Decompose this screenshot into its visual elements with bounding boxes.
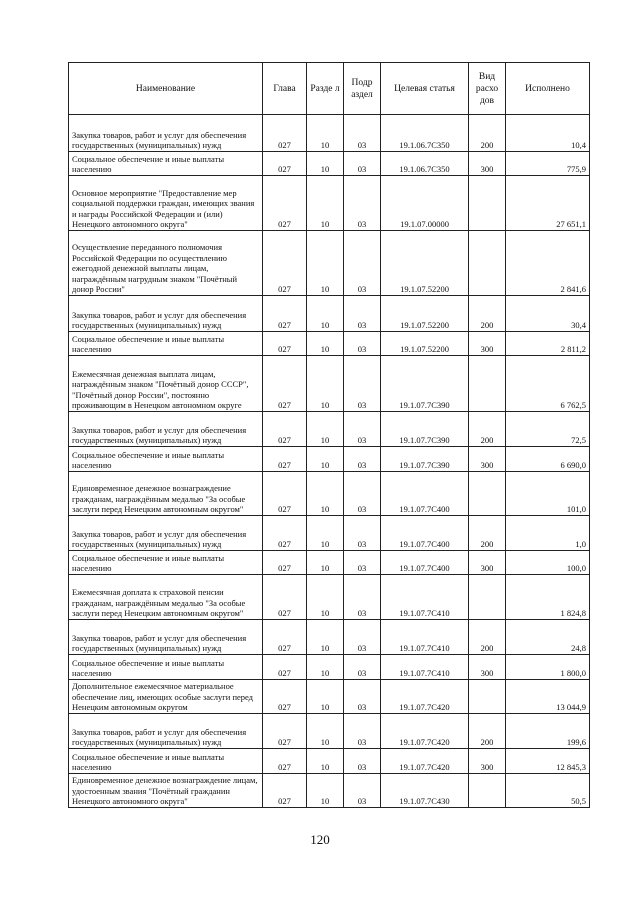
cell-chapter: 027 bbox=[263, 115, 307, 152]
cell-target-article: 19.1.06.7С350 bbox=[381, 115, 469, 152]
cell-target-article: 19.1.07.7С430 bbox=[381, 774, 469, 808]
cell-section: 10 bbox=[307, 176, 344, 231]
cell-subsection: 03 bbox=[344, 516, 381, 551]
cell-subsection: 03 bbox=[344, 296, 381, 332]
cell-subsection: 03 bbox=[344, 231, 381, 296]
cell-executed: 12 845,3 bbox=[506, 749, 590, 774]
cell-executed: 1,0 bbox=[506, 516, 590, 551]
cell-executed: 13 044,9 bbox=[506, 680, 590, 714]
cell-name: Социальное обеспечение и иные выплаты населению bbox=[69, 551, 263, 575]
cell-name: Ежемесячная денежная выплата лицам, награждённым знаком "Почётный донор СССР", "Почётный донор России", постоянно проживающим в Ненецком автономном округе bbox=[69, 356, 263, 412]
cell-executed: 50,5 bbox=[506, 774, 590, 808]
cell-chapter: 027 bbox=[263, 412, 307, 447]
table-row bbox=[69, 332, 590, 356]
cell-section: 10 bbox=[307, 472, 344, 516]
cell-subsection: 03 bbox=[344, 575, 381, 620]
cell-expense-type bbox=[469, 774, 506, 808]
cell-section: 10 bbox=[307, 447, 344, 472]
cell-executed: 10,4 bbox=[506, 115, 590, 152]
cell-name: Социальное обеспечение и иные выплаты населению bbox=[69, 447, 263, 472]
table-row bbox=[69, 680, 590, 714]
cell-section: 10 bbox=[307, 620, 344, 655]
cell-chapter: 027 bbox=[263, 749, 307, 774]
cell-target-article: 19.1.07.7С390 bbox=[381, 447, 469, 472]
cell-executed: 1 800,0 bbox=[506, 655, 590, 680]
cell-subsection: 03 bbox=[344, 655, 381, 680]
cell-name: Единовременное денежное вознаграждение гражданам, награждённым медалью "За особые заслуги перед Ненецким автономным округом" bbox=[69, 472, 263, 516]
table-row bbox=[69, 655, 590, 680]
cell-expense-type bbox=[469, 575, 506, 620]
cell-executed: 72,5 bbox=[506, 412, 590, 447]
table-row bbox=[69, 356, 590, 412]
cell-expense-type: 300 bbox=[469, 749, 506, 774]
cell-executed: 30,4 bbox=[506, 296, 590, 332]
table-row bbox=[69, 620, 590, 655]
cell-name: Ежемесячная доплата к страховой пенсии гражданам, награждённым медалью "За особые заслуги перед Ненецким автономным округом" bbox=[69, 575, 263, 620]
cell-name: Закупка товаров, работ и услуг для обеспечения государственных (муниципальных) нужд bbox=[69, 714, 263, 749]
cell-target-article: 19.1.07.7С420 bbox=[381, 714, 469, 749]
cell-expense-type bbox=[469, 472, 506, 516]
cell-executed: 1 824,8 bbox=[506, 575, 590, 620]
cell-section: 10 bbox=[307, 296, 344, 332]
table-row bbox=[69, 447, 590, 472]
cell-name: Закупка товаров, работ и услуг для обеспечения государственных (муниципальных) нужд bbox=[69, 516, 263, 551]
cell-chapter: 027 bbox=[263, 447, 307, 472]
cell-section: 10 bbox=[307, 152, 344, 176]
cell-chapter: 027 bbox=[263, 655, 307, 680]
cell-subsection: 03 bbox=[344, 680, 381, 714]
cell-target-article: 19.1.07.7С410 bbox=[381, 620, 469, 655]
cell-subsection: 03 bbox=[344, 620, 381, 655]
cell-executed: 775,9 bbox=[506, 152, 590, 176]
cell-name: Единовременное денежное вознаграждение лицам, удостоенным звания "Почётный гражданин Ненецкого автономного округа" bbox=[69, 774, 263, 808]
cell-chapter: 027 bbox=[263, 296, 307, 332]
cell-name: Социальное обеспечение и иные выплаты населению bbox=[69, 749, 263, 774]
cell-chapter: 027 bbox=[263, 620, 307, 655]
header-section: Разде л bbox=[307, 63, 344, 115]
cell-section: 10 bbox=[307, 774, 344, 808]
cell-subsection: 03 bbox=[344, 447, 381, 472]
cell-name: Закупка товаров, работ и услуг для обеспечения государственных (муниципальных) нужд bbox=[69, 620, 263, 655]
table-row bbox=[69, 152, 590, 176]
cell-target-article: 19.1.07.7С400 bbox=[381, 551, 469, 575]
cell-subsection: 03 bbox=[344, 115, 381, 152]
cell-subsection: 03 bbox=[344, 714, 381, 749]
table-row bbox=[69, 472, 590, 516]
cell-section: 10 bbox=[307, 356, 344, 412]
cell-chapter: 027 bbox=[263, 551, 307, 575]
cell-executed: 2 811,2 bbox=[506, 332, 590, 356]
cell-target-article: 19.1.07.7С390 bbox=[381, 412, 469, 447]
cell-target-article: 19.1.07.52200 bbox=[381, 231, 469, 296]
cell-subsection: 03 bbox=[344, 176, 381, 231]
cell-target-article: 19.1.07.7С410 bbox=[381, 575, 469, 620]
cell-target-article: 19.1.07.7С400 bbox=[381, 472, 469, 516]
table-row bbox=[69, 115, 590, 152]
cell-expense-type: 300 bbox=[469, 332, 506, 356]
cell-subsection: 03 bbox=[344, 332, 381, 356]
table-row bbox=[69, 231, 590, 296]
cell-chapter: 027 bbox=[263, 680, 307, 714]
cell-expense-type bbox=[469, 356, 506, 412]
cell-chapter: 027 bbox=[263, 231, 307, 296]
cell-chapter: 027 bbox=[263, 176, 307, 231]
cell-target-article: 19.1.07.7С390 bbox=[381, 356, 469, 412]
cell-name: Социальное обеспечение и иные выплаты населению bbox=[69, 152, 263, 176]
cell-executed: 24,8 bbox=[506, 620, 590, 655]
table-row bbox=[69, 412, 590, 447]
cell-expense-type bbox=[469, 680, 506, 714]
cell-chapter: 027 bbox=[263, 472, 307, 516]
cell-expense-type: 200 bbox=[469, 296, 506, 332]
cell-section: 10 bbox=[307, 332, 344, 356]
cell-name: Закупка товаров, работ и услуг для обеспечения государственных (муниципальных) нужд bbox=[69, 412, 263, 447]
cell-section: 10 bbox=[307, 115, 344, 152]
header-subsection: Подр аздел bbox=[344, 63, 381, 115]
cell-expense-type: 200 bbox=[469, 115, 506, 152]
cell-section: 10 bbox=[307, 680, 344, 714]
cell-expense-type: 300 bbox=[469, 655, 506, 680]
header-name: Наименование bbox=[69, 63, 263, 115]
cell-section: 10 bbox=[307, 575, 344, 620]
cell-chapter: 027 bbox=[263, 332, 307, 356]
table-row bbox=[69, 774, 590, 808]
table-header-row bbox=[69, 63, 590, 115]
table-row bbox=[69, 575, 590, 620]
cell-section: 10 bbox=[307, 412, 344, 447]
cell-chapter: 027 bbox=[263, 152, 307, 176]
table-row bbox=[69, 176, 590, 231]
cell-target-article: 19.1.07.7С420 bbox=[381, 749, 469, 774]
cell-name: Основное мероприятие "Предоставление мер социальной поддержки граждан, имеющих звания и награды Российской Федерации и (или) Ненецкого автономного округа" bbox=[69, 176, 263, 231]
table-row bbox=[69, 551, 590, 575]
budget-table bbox=[68, 62, 590, 808]
header-target-article: Целевая статья bbox=[381, 63, 469, 115]
cell-section: 10 bbox=[307, 551, 344, 575]
cell-section: 10 bbox=[307, 231, 344, 296]
cell-subsection: 03 bbox=[344, 412, 381, 447]
cell-subsection: 03 bbox=[344, 472, 381, 516]
cell-target-article: 19.1.07.7С400 bbox=[381, 516, 469, 551]
cell-target-article: 19.1.07.7С410 bbox=[381, 655, 469, 680]
cell-expense-type: 300 bbox=[469, 447, 506, 472]
cell-expense-type: 200 bbox=[469, 714, 506, 749]
cell-expense-type: 300 bbox=[469, 551, 506, 575]
cell-target-article: 19.1.07.00000 bbox=[381, 176, 469, 231]
cell-expense-type: 200 bbox=[469, 412, 506, 447]
cell-subsection: 03 bbox=[344, 774, 381, 808]
cell-name: Закупка товаров, работ и услуг для обеспечения государственных (муниципальных) нужд bbox=[69, 115, 263, 152]
cell-target-article: 19.1.07.52200 bbox=[381, 296, 469, 332]
cell-chapter: 027 bbox=[263, 774, 307, 808]
cell-expense-type: 300 bbox=[469, 152, 506, 176]
cell-chapter: 027 bbox=[263, 575, 307, 620]
cell-executed: 27 651,1 bbox=[506, 176, 590, 231]
cell-expense-type: 200 bbox=[469, 620, 506, 655]
page-number: 120 bbox=[310, 832, 330, 847]
cell-target-article: 19.1.07.7С420 bbox=[381, 680, 469, 714]
cell-executed: 199,6 bbox=[506, 714, 590, 749]
cell-executed: 100,0 bbox=[506, 551, 590, 575]
cell-section: 10 bbox=[307, 714, 344, 749]
cell-chapter: 027 bbox=[263, 356, 307, 412]
cell-expense-type bbox=[469, 176, 506, 231]
table-row bbox=[69, 749, 590, 774]
cell-subsection: 03 bbox=[344, 551, 381, 575]
cell-name: Закупка товаров, работ и услуг для обеспечения государственных (муниципальных) нужд bbox=[69, 296, 263, 332]
cell-section: 10 bbox=[307, 655, 344, 680]
cell-executed: 101,0 bbox=[506, 472, 590, 516]
cell-subsection: 03 bbox=[344, 356, 381, 412]
cell-subsection: 03 bbox=[344, 749, 381, 774]
cell-subsection: 03 bbox=[344, 152, 381, 176]
cell-section: 10 bbox=[307, 516, 344, 551]
cell-name: Социальное обеспечение и иные выплаты населению bbox=[69, 332, 263, 356]
cell-name: Осуществление переданного полномочия Российской Федерации по осуществлению ежегодной денежной выплаты лицам, награждённым нагрудным знаком "Почётный донор России" bbox=[69, 231, 263, 296]
cell-section: 10 bbox=[307, 749, 344, 774]
table-body bbox=[69, 115, 590, 808]
header-chapter: Глава bbox=[263, 63, 307, 115]
cell-expense-type: 200 bbox=[469, 516, 506, 551]
table-row bbox=[69, 714, 590, 749]
cell-name: Социальное обеспечение и иные выплаты населению bbox=[69, 655, 263, 680]
cell-executed: 2 841,6 bbox=[506, 231, 590, 296]
cell-chapter: 027 bbox=[263, 516, 307, 551]
table-row bbox=[69, 296, 590, 332]
cell-executed: 6 762,5 bbox=[506, 356, 590, 412]
cell-executed: 6 690,0 bbox=[506, 447, 590, 472]
cell-expense-type bbox=[469, 231, 506, 296]
cell-chapter: 027 bbox=[263, 714, 307, 749]
header-executed: Исполнено bbox=[506, 63, 590, 115]
header-expense-type: Вид расхо дов bbox=[469, 63, 506, 115]
table-row bbox=[69, 516, 590, 551]
cell-target-article: 19.1.06.7С350 bbox=[381, 152, 469, 176]
cell-name: Дополнительное ежемесячное материальное обеспечение лиц, имеющих особые заслуги перед Ненецким автономным округом bbox=[69, 680, 263, 714]
cell-target-article: 19.1.07.52200 bbox=[381, 332, 469, 356]
